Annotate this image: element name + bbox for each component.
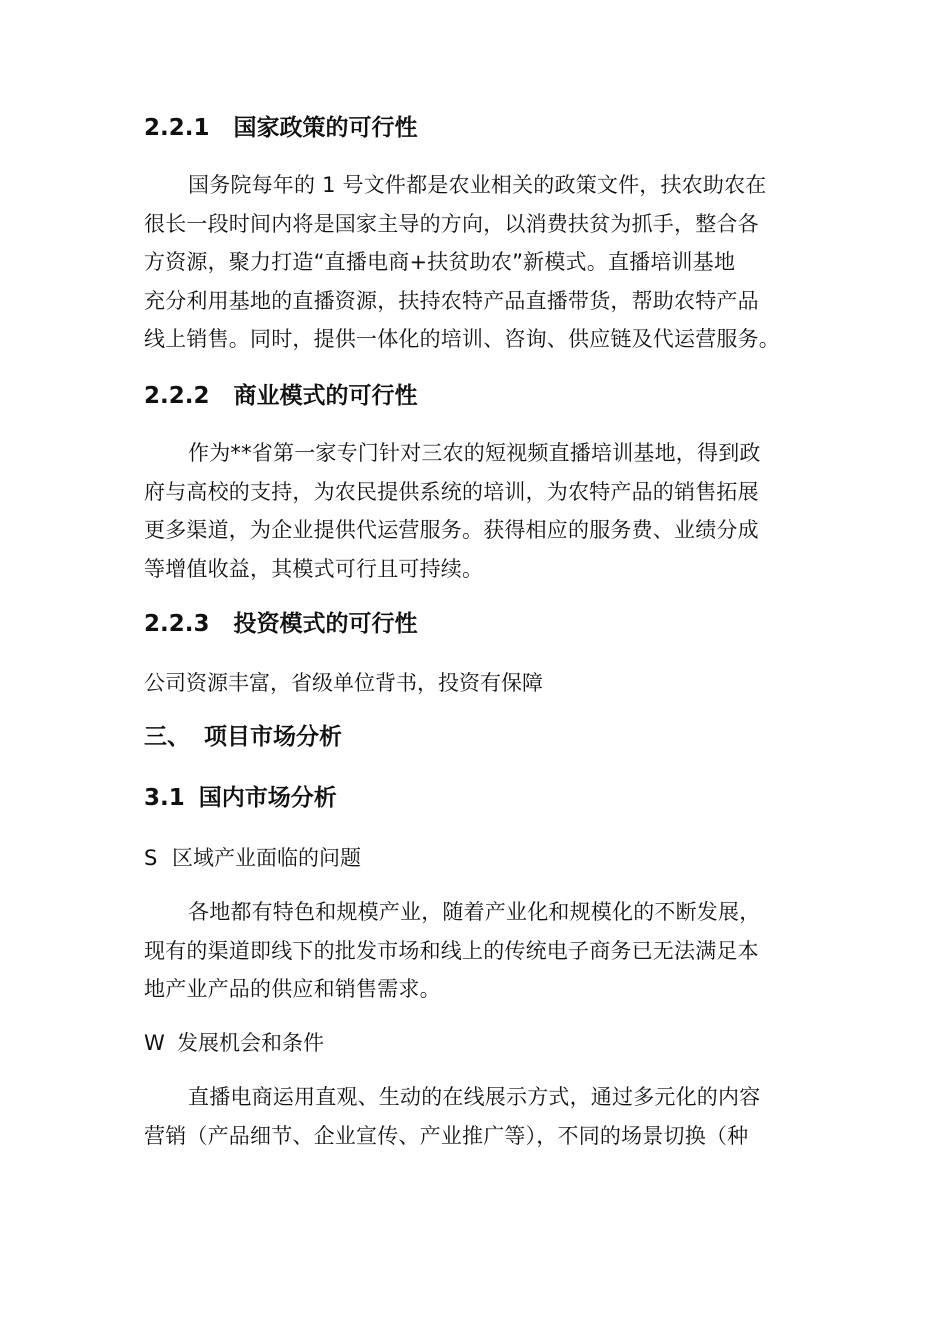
section-title: 国家政策的可行性 [233,115,418,141]
paragraph-business-feasibility [144,434,761,588]
paragraph-line: 各地都有特色和规模产业，随着产业化和规模化的不断发展， [188,900,761,924]
section-number: 2.2.2 [144,383,210,409]
paragraph-line: 更多渠道，为企业提供代运营服务。获得相应的服务费、业绩分成 [144,518,759,542]
paragraph-line: 线上销售。同时，提供一体化的培训、咨询、供应链及代运营服务。 [144,327,780,351]
swot-heading-s [144,843,361,873]
paragraph-opportunities [144,1078,760,1155]
section-title: 国内市场分析 [198,785,337,811]
paragraph-line: 直播电商运用直观、生动的在线展示方式，通过多元化的内容 [188,1085,761,1109]
paragraph-line: 府与高校的支持，为农民提供系统的培训，为农特产品的销售拓展 [144,479,759,504]
paragraph-line: 充分利用基地的直播资源，扶持农特产品直播带货，帮助农特产品 [144,288,759,313]
paragraph-policy-feasibility [144,166,780,359]
paragraph-line: 等增值收益，其模式可行且可持续。 [144,556,484,581]
section-heading-2-2-2 [144,380,418,412]
swot-letter: W [144,1031,165,1055]
section-title: 商业模式的可行性 [233,383,418,409]
section-number: 2.2.1 [144,115,210,141]
swot-heading-w [144,1028,324,1058]
swot-title: 发展机会和条件 [177,1031,324,1055]
section-heading-2-2-3 [144,608,418,640]
paragraph-line: 作为**省第一家专门针对三农的短视频直播培训基地，得到政 [188,441,761,465]
swot-letter: S [144,846,158,870]
chapter-number: 三、 [144,724,190,750]
chapter-title: 项目市场分析 [204,724,342,750]
paragraph-line: 很长一段时间内将是国家主导的方向，以消费扶贫为抓手，整合各 [144,211,759,236]
paragraph-line: 国务院每年的 1 号文件都是农业相关的政策文件，扶农助农在 [188,173,767,197]
section-heading-3-1 [144,782,337,814]
section-heading-2-2-1 [144,112,418,144]
paragraph-region-problems [144,893,760,1009]
section-number: 3.1 [144,785,185,811]
section-title: 投资模式的可行性 [233,611,418,637]
paragraph-line: 现有的渠道即线下的批发市场和线上的传统电子商务已无法满足本 [144,938,759,963]
paragraph-investment-feasibility: 公司资源丰富，省级单位背书，投资有保障 [144,671,543,695]
swot-title: 区域产业面临的问题 [172,846,361,870]
paragraph-line: 营销（产品细节、企业宣传、产业推广等），不同的场景切换（种 [144,1123,749,1148]
chapter-heading-3 [144,721,342,753]
section-number: 2.2.3 [144,611,210,637]
paragraph-line: 方资源，聚力打造“直播电商+扶贫助农”新模式。直播培训基地 [144,250,736,274]
paragraph-line: 地产业产品的供应和销售需求。 [144,977,441,1001]
